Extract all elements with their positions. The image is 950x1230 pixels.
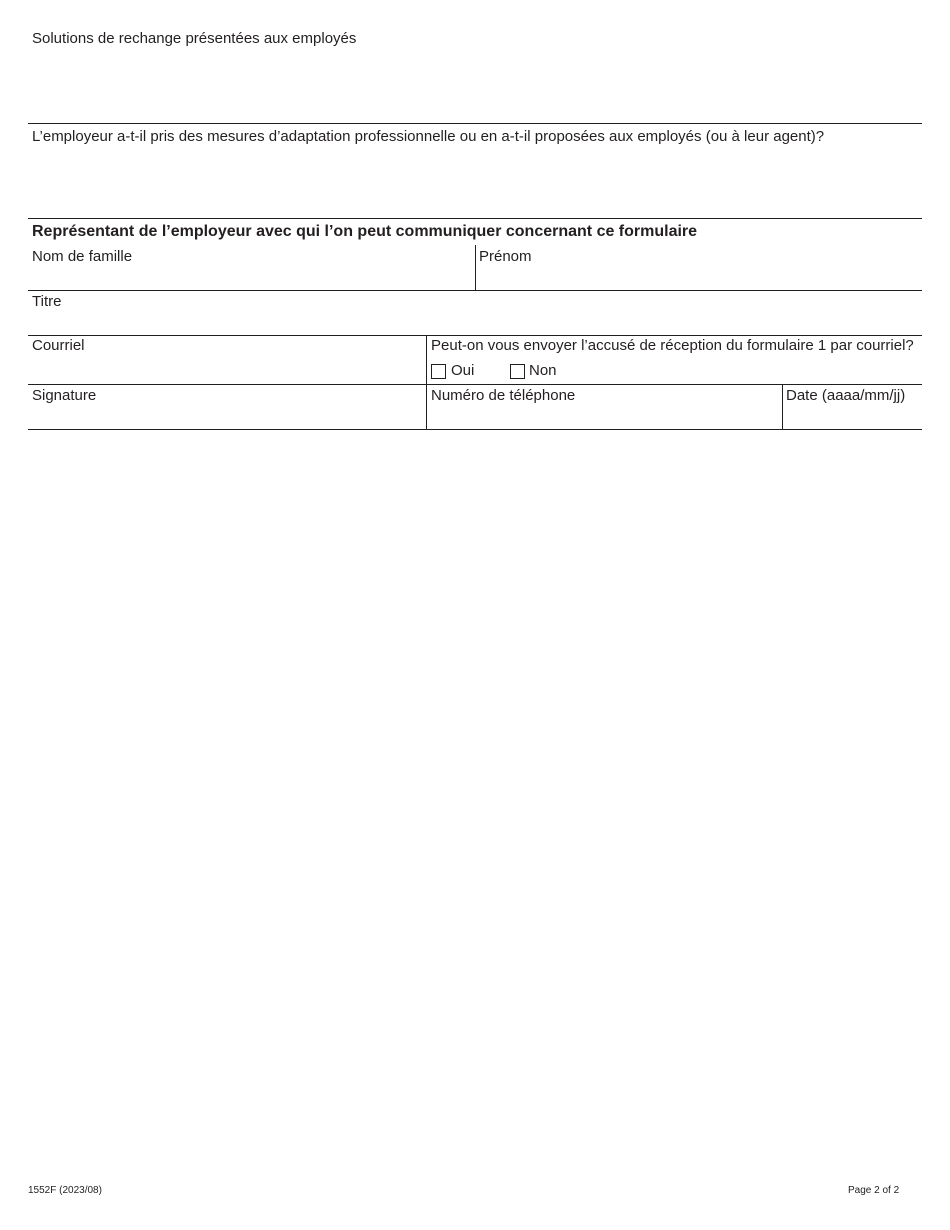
page-number: Page 2 of 2	[848, 1185, 900, 1196]
divider	[28, 218, 922, 219]
divider	[28, 290, 922, 291]
alternatives-label: Solutions de rechange présentées aux employés	[32, 30, 357, 47]
no-label: Non	[529, 362, 557, 379]
accommodation-field[interactable]	[28, 150, 922, 216]
date-label: Date (aaaa/mm/jj)	[786, 387, 906, 404]
divider	[28, 384, 922, 385]
first-name-label: Prénom	[479, 248, 532, 265]
title-label: Titre	[32, 293, 62, 310]
phone-field[interactable]	[427, 406, 781, 429]
signature-label: Signature	[32, 387, 97, 404]
alternatives-field[interactable]	[28, 52, 922, 122]
yes-label: Oui	[451, 362, 475, 379]
email-ack-question: Peut-on vous envoyer l’accusé de réception du formulaire 1 par courriel?	[431, 337, 914, 354]
form-code: 1552F (2023/08)	[28, 1185, 102, 1196]
divider	[28, 123, 922, 124]
representative-heading: Représentant de l’employeur avec qui l’on peut communiquer concernant ce formulaire	[32, 223, 698, 240]
divider	[28, 335, 922, 336]
email-label: Courriel	[32, 337, 85, 354]
last-name-field[interactable]	[28, 266, 474, 290]
no-checkbox[interactable]	[510, 364, 525, 379]
date-field[interactable]	[783, 406, 922, 429]
accommodation-question: L’employeur a-t-il pris des mesures d’adaptation professionnelle ou en a-t-il proposées aux employés (ou à leur agent)?	[32, 128, 825, 145]
title-field[interactable]	[28, 311, 922, 334]
signature-field[interactable]	[28, 406, 425, 429]
yes-checkbox[interactable]	[431, 364, 446, 379]
phone-label: Numéro de téléphone	[431, 387, 576, 404]
first-name-field[interactable]	[476, 266, 922, 290]
email-field[interactable]	[28, 356, 425, 383]
last-name-label: Nom de famille	[32, 248, 133, 265]
divider	[28, 429, 922, 430]
